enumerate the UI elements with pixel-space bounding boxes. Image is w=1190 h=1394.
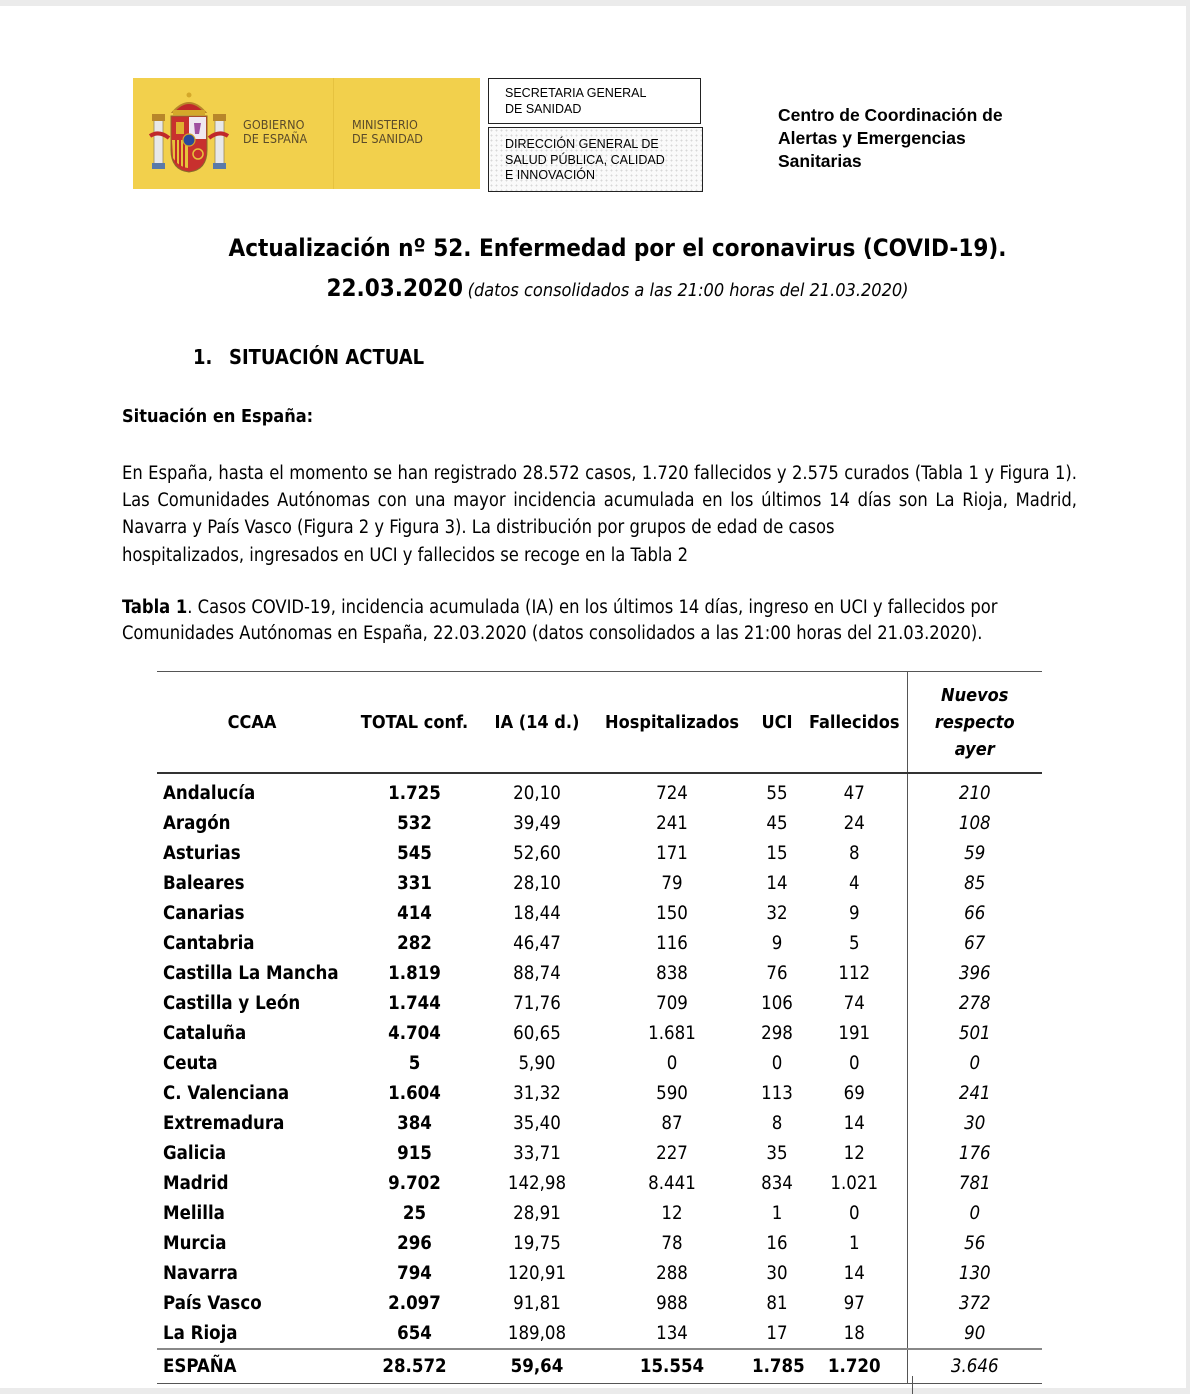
cell-ia: 31,32: [513, 1082, 561, 1104]
cell-ccaa: Castilla La Mancha: [163, 962, 339, 984]
cell-total: 2.097: [388, 1292, 441, 1314]
cell-nuevos: 30: [907, 1108, 1042, 1138]
cell-total: 331: [397, 872, 432, 894]
cell-ia: 60,65: [513, 1022, 561, 1044]
cell-uci: 0: [771, 1052, 783, 1074]
cell-hospitalizados: 590: [656, 1082, 688, 1104]
cell-ccaa: Madrid: [163, 1172, 229, 1194]
cell-ia: 59,64: [482, 1349, 592, 1384]
cell-nuevos: 781: [907, 1168, 1042, 1198]
cell-uci: 1.785: [752, 1349, 802, 1384]
cell-nuevos: 241: [907, 1078, 1042, 1108]
cell-fallecidos: 69: [843, 1082, 865, 1104]
cell-ia: 91,81: [513, 1292, 561, 1314]
cell-nuevos: 108: [907, 808, 1042, 838]
cell-ia: 142,98: [507, 1172, 567, 1194]
col-header-nuevos: Nuevos respecto ayer: [907, 672, 1042, 774]
summary-paragraph-last-line: hospitalizados, ingresados en UCI y fallecidos se recoge en la Tabla 2: [122, 544, 689, 566]
cell-hospitalizados: 78: [661, 1232, 683, 1254]
table-row: [157, 1168, 1042, 1198]
cell-fallecidos: 9: [848, 902, 860, 924]
cell-fallecidos: 24: [843, 812, 865, 834]
report-note: (datos consolidados a las 21:00 horas del 21.03.2020): [467, 280, 909, 301]
section-number: 1.: [193, 345, 213, 369]
cell-ia: 46,47: [513, 932, 561, 954]
cell-nuevos: 0: [907, 1198, 1042, 1228]
cell-nuevos: 59: [907, 838, 1042, 868]
cell-ccaa: Extremadura: [163, 1112, 285, 1134]
cell-uci: 106: [761, 992, 793, 1014]
cell-fallecidos: 47: [843, 782, 865, 804]
cell-ccaa: C. Valenciana: [163, 1082, 290, 1104]
cell-ccaa: Melilla: [163, 1202, 225, 1224]
direccion-box: DIRECCIÓN GENERAL DE SALUD PÚBLICA, CALIDAD E INNOVACIÓN: [488, 127, 703, 192]
cell-ccaa: Ceuta: [163, 1052, 218, 1074]
cell-nuevos: 372: [907, 1288, 1042, 1318]
cell-nuevos: 176: [907, 1138, 1042, 1168]
cell-ia: 19,75: [513, 1232, 561, 1254]
table-row: [157, 1288, 1042, 1318]
report-date: 22.03.2020: [326, 274, 464, 302]
centro-coordinacion-heading: Centro de Coordinación de Alertas y Emergencias Sanitarias: [778, 105, 1003, 171]
table-row: [157, 1138, 1042, 1168]
col-header-hospitalizados: Hospitalizados: [592, 672, 752, 774]
table-row: [157, 1018, 1042, 1048]
table-row: [157, 1048, 1042, 1078]
cell-hospitalizados: 12: [661, 1202, 683, 1224]
cell-total: 5: [408, 1052, 421, 1074]
cell-uci: 9: [771, 932, 783, 954]
cell-total: 1.725: [388, 782, 441, 804]
table-row: [157, 1228, 1042, 1258]
cell-fallecidos: 74: [843, 992, 865, 1014]
cell-hospitalizados: 1.681: [648, 1022, 696, 1044]
cell-fallecidos: 12: [843, 1142, 865, 1164]
cell-fallecidos: 5: [848, 932, 860, 954]
ministerio-sanidad-label: MINISTERIO DE SANIDAD: [352, 117, 423, 146]
cell-nuevos: 66: [907, 898, 1042, 928]
cell-uci: 834: [761, 1172, 793, 1194]
cell-hospitalizados: 988: [656, 1292, 688, 1314]
cell-hospitalizados: 15.554: [592, 1349, 752, 1384]
cell-ccaa: La Rioja: [163, 1322, 238, 1344]
cell-fallecidos: 4: [848, 872, 860, 894]
cell-fallecidos: 0: [848, 1202, 860, 1224]
cell-total: 25: [402, 1202, 427, 1224]
cell-ccaa: Murcia: [163, 1232, 227, 1254]
table-header-row: [157, 672, 1042, 774]
cell-ia: 35,40: [513, 1112, 561, 1134]
cell-total: 794: [397, 1262, 432, 1284]
table-row: [157, 1258, 1042, 1288]
cell-total: 1.604: [388, 1082, 441, 1104]
cell-uci: 113: [761, 1082, 793, 1104]
document-subtitle: [0, 274, 1190, 302]
cell-total: 414: [397, 902, 432, 924]
table-row: [157, 838, 1042, 868]
cell-hospitalizados: 838: [656, 962, 688, 984]
table-row: [157, 1198, 1042, 1228]
cell-nuevos: 501: [907, 1018, 1042, 1048]
cell-hospitalizados: 134: [656, 1322, 688, 1344]
cell-uci: 14: [766, 872, 788, 894]
cell-ia: 71,76: [513, 992, 561, 1014]
cell-fallecidos: 1: [848, 1232, 860, 1254]
cell-uci: 76: [766, 962, 788, 984]
cell-hospitalizados: 150: [656, 902, 688, 924]
cell-fallecidos: 0: [848, 1052, 860, 1074]
cell-hospitalizados: 241: [656, 812, 688, 834]
col-header-ia: IA (14 d.): [482, 672, 592, 774]
cell-ccaa: Andalucía: [163, 782, 256, 804]
cell-ccaa: Baleares: [163, 872, 245, 894]
gobierno-logo: [133, 78, 480, 189]
cell-total: 915: [397, 1142, 432, 1164]
col-header-ccaa: CCAA: [157, 672, 347, 774]
cell-ccaa: Cataluña: [163, 1022, 247, 1044]
table-row: [157, 988, 1042, 1018]
document-title: Actualización nº 52. Enfermedad por el coronavirus (COVID-19).: [228, 234, 1007, 262]
col-header-fallecidos: Fallecidos: [802, 672, 907, 774]
cell-total: 1.744: [388, 992, 441, 1014]
cell-ia: 88,74: [513, 962, 561, 984]
cell-total: 654: [397, 1322, 432, 1344]
cell-ia: 20,10: [513, 782, 561, 804]
cell-uci: 81: [766, 1292, 788, 1314]
cell-nuevos: 278: [907, 988, 1042, 1018]
cell-fallecidos: 8: [848, 842, 860, 864]
table-caption-label: Tabla 1: [122, 597, 188, 618]
cell-ia: 189,08: [507, 1322, 567, 1344]
cell-uci: 35: [766, 1142, 788, 1164]
section-heading: [193, 345, 424, 369]
table-caption: [122, 595, 1082, 647]
subsection-heading: Situación en España:: [122, 406, 314, 427]
cell-ccaa: Canarias: [163, 902, 245, 924]
col-header-uci: UCI: [752, 672, 802, 774]
cell-nuevos: 90: [907, 1318, 1042, 1349]
summary-paragraph: [122, 460, 1077, 569]
col-header-total: TOTAL conf.: [347, 672, 482, 774]
cell-ccaa: Navarra: [163, 1262, 238, 1284]
cell-nuevos: 0: [907, 1048, 1042, 1078]
table-row: [157, 1078, 1042, 1108]
cell-fallecidos: 14: [843, 1112, 865, 1134]
ccaa-table: [157, 671, 1042, 1384]
cell-nuevos: 56: [907, 1228, 1042, 1258]
cell-hospitalizados: 724: [656, 782, 688, 804]
cell-ia: 52,60: [513, 842, 561, 864]
cell-ia: 120,91: [507, 1262, 567, 1284]
table-row: [157, 868, 1042, 898]
cell-total: 296: [397, 1232, 432, 1254]
cell-total: 1.819: [388, 962, 441, 984]
table-body: [157, 773, 1042, 1384]
cell-ia: 39,49: [513, 812, 561, 834]
table-row: [157, 898, 1042, 928]
coat-of-arms-icon: [149, 90, 229, 178]
table-row: [157, 928, 1042, 958]
cell-ccaa: Aragón: [163, 812, 231, 834]
cell-total: 282: [397, 932, 432, 954]
secretaria-box: SECRETARIA GENERAL DE SANIDAD: [488, 78, 701, 124]
cell-total: 545: [397, 842, 432, 864]
cell-ccaa: Asturias: [163, 842, 241, 864]
cell-ia: 28,91: [513, 1202, 561, 1224]
table-caption-text: . Casos COVID-19, incidencia acumulada (IA) en los últimos 14 días, ingreso en UCI y fallecidos por Comunidades Autónomas en España, 22.03.2020 (datos consolidados a las 21:00 horas del 21.03.2020).: [122, 597, 998, 644]
cell-fallecidos: 18: [843, 1322, 865, 1344]
cell-fallecidos: 97: [843, 1292, 865, 1314]
cell-ccaa: Cantabria: [163, 932, 255, 954]
cell-ccaa: Galicia: [163, 1142, 227, 1164]
gobierno-espana-label: GOBIERNO DE ESPAÑA: [243, 117, 308, 146]
cell-uci: 55: [766, 782, 788, 804]
table-row: [157, 1108, 1042, 1138]
cell-uci: 32: [766, 902, 788, 924]
cell-total: 384: [397, 1112, 432, 1134]
cell-total: 28.572: [347, 1349, 482, 1384]
summary-paragraph-body: En España, hasta el momento se han registrado 28.572 casos, 1.720 fallecidos y 2.575 curados (Tabla 1 y Figura 1). Las Comunidades Autónomas con una mayor incidencia acumulada en los últimos 14 días son La Rioja, Madrid, Navarra y País Vasco (Figura 2 y Figura 3). La distribución por grupos de edad de casos: [122, 463, 1077, 539]
cell-ccaa: ESPAÑA: [157, 1349, 347, 1384]
cell-uci: 8: [771, 1112, 783, 1134]
cell-total: 9.702: [388, 1172, 441, 1194]
cell-uci: 15: [766, 842, 788, 864]
cell-fallecidos: 1.720: [802, 1349, 907, 1384]
cell-total: 4.704: [388, 1022, 441, 1044]
cell-ia: 33,71: [513, 1142, 561, 1164]
cell-total: 532: [397, 812, 432, 834]
cell-hospitalizados: 8.441: [648, 1172, 696, 1194]
table-total-row: [157, 1349, 1042, 1384]
cell-fallecidos: 14: [843, 1262, 865, 1284]
cell-ia: 5,90: [518, 1052, 556, 1074]
cell-ia: 18,44: [513, 902, 561, 924]
logo-divider: [333, 78, 334, 189]
cell-uci: 16: [766, 1232, 788, 1254]
table-row: [157, 808, 1042, 838]
cell-ia: 28,10: [513, 872, 561, 894]
cell-ccaa: Castilla y León: [163, 992, 301, 1014]
cell-hospitalizados: 79: [661, 872, 683, 894]
cell-uci: 30: [766, 1262, 788, 1284]
cell-uci: 298: [761, 1022, 793, 1044]
cell-nuevos: 67: [907, 928, 1042, 958]
cell-hospitalizados: 709: [656, 992, 688, 1014]
table-row: [157, 773, 1042, 808]
cell-fallecidos: 112: [838, 962, 871, 984]
cell-nuevos: 3.646: [907, 1349, 1042, 1384]
cell-fallecidos: 1.021: [830, 1172, 879, 1194]
cell-fallecidos: 191: [838, 1022, 871, 1044]
table-row: [157, 1318, 1042, 1349]
cell-uci: 45: [766, 812, 788, 834]
cell-nuevos: 130: [907, 1258, 1042, 1288]
table-row: [157, 958, 1042, 988]
cell-nuevos: 396: [907, 958, 1042, 988]
document-page: [0, 6, 1186, 1388]
cell-uci: 1: [771, 1202, 783, 1224]
cell-hospitalizados: 87: [661, 1112, 683, 1134]
cell-uci: 17: [766, 1322, 788, 1344]
cell-hospitalizados: 171: [656, 842, 688, 864]
cell-hospitalizados: 0: [666, 1052, 678, 1074]
cell-nuevos: 210: [907, 773, 1042, 808]
section-title: SITUACIÓN ACTUAL: [229, 345, 425, 369]
cell-nuevos: 85: [907, 868, 1042, 898]
cell-ccaa: País Vasco: [163, 1292, 262, 1314]
table-vertical-rule: [912, 1376, 913, 1394]
cell-hospitalizados: 227: [656, 1142, 688, 1164]
cell-hospitalizados: 116: [656, 932, 688, 954]
cell-hospitalizados: 288: [656, 1262, 688, 1284]
